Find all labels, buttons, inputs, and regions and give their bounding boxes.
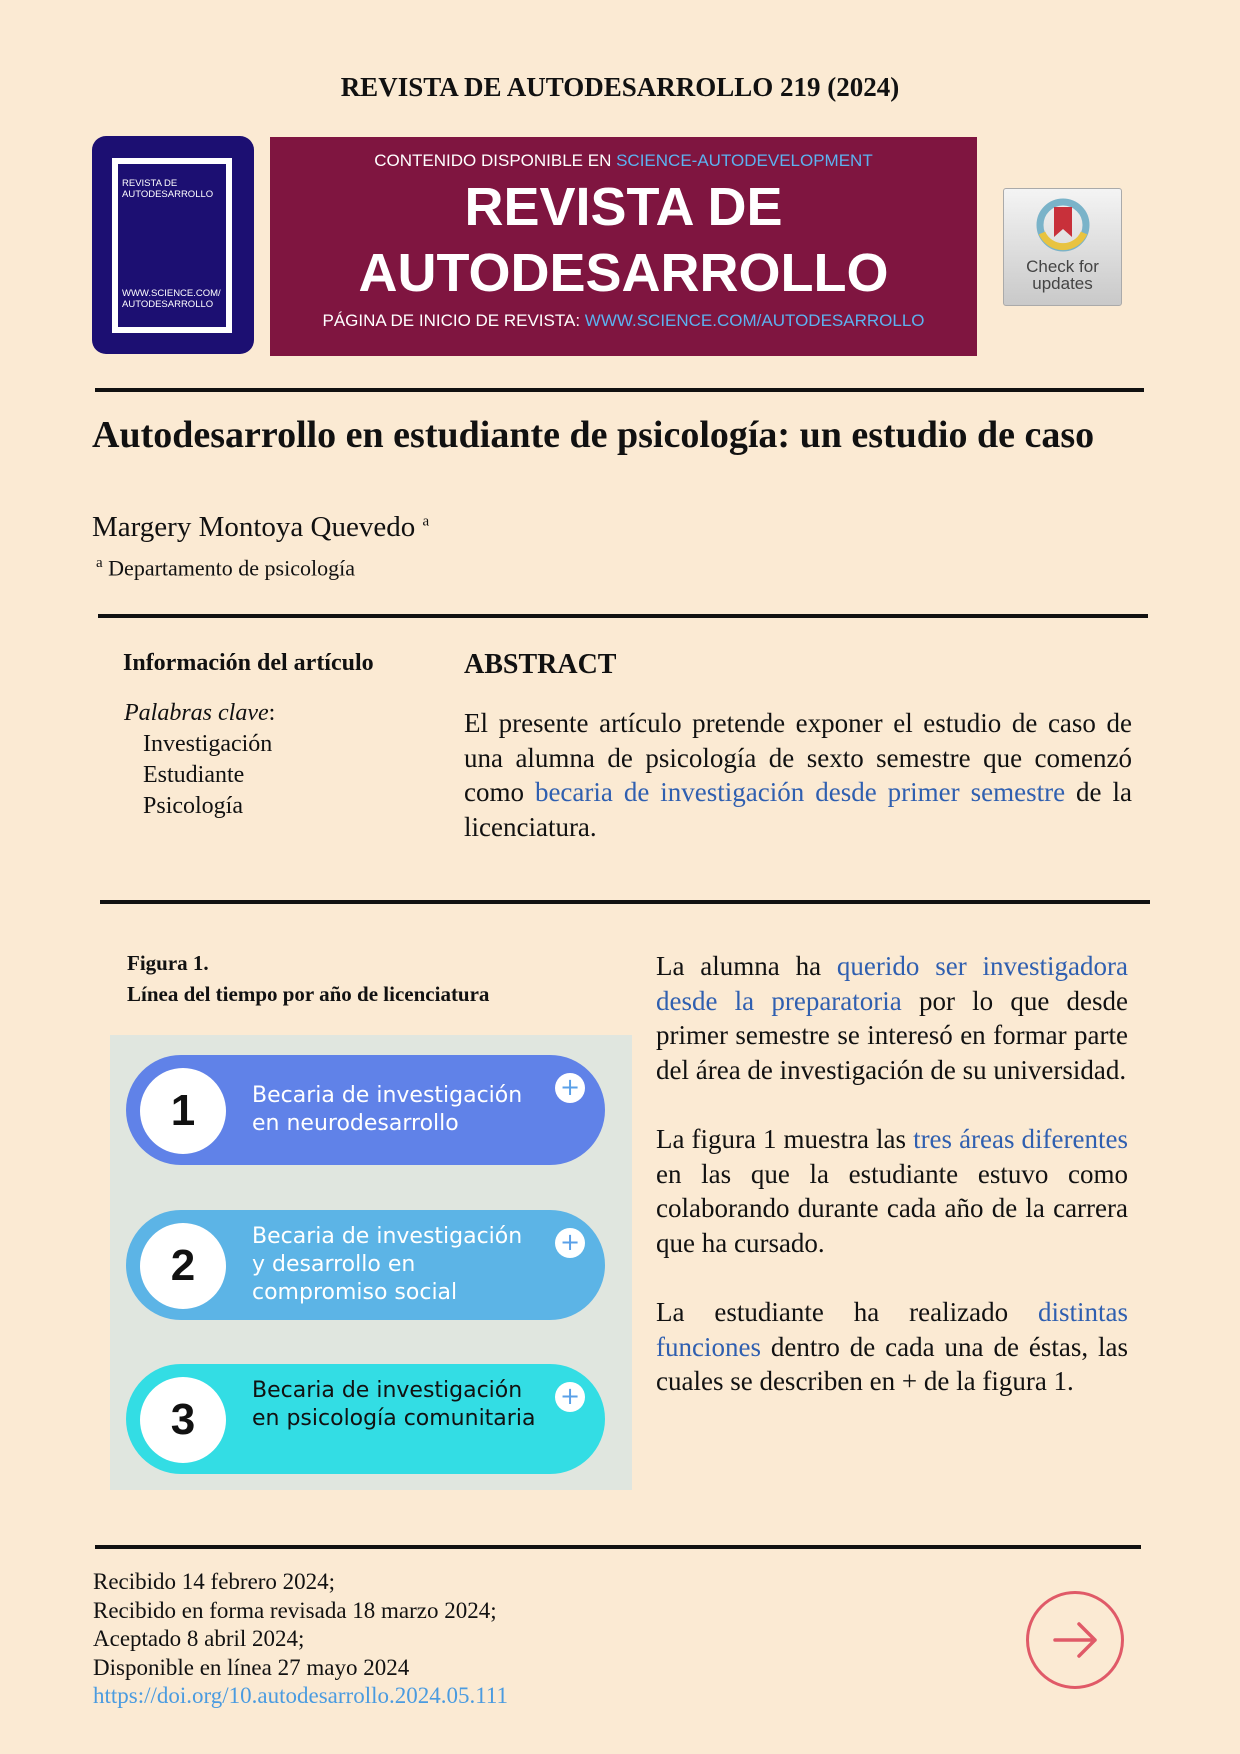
step-text: Becaria de investigación en neurodesarrollo	[252, 1083, 523, 1136]
step-text: Becaria de investigación y desarrollo en compromiso social	[252, 1224, 523, 1305]
highlight: distintas funciones	[656, 1296, 1128, 1362]
accepted-date: Aceptado 8 abril 2024;	[93, 1626, 305, 1652]
keyword: Psicología	[143, 793, 243, 819]
figure-caption	[127, 948, 489, 1010]
article-history	[93, 1568, 508, 1711]
plus-icon[interactable]: +	[555, 1382, 585, 1412]
step-text: Becaria de investigación en psicología comunitaria	[252, 1378, 536, 1431]
author	[92, 511, 429, 544]
next-page-button[interactable]	[1026, 1591, 1124, 1689]
doi-link[interactable]: https://doi.org/10.autodesarrollo.2024.05.111	[93, 1683, 509, 1709]
keywords-label: Palabras clave	[124, 700, 269, 726]
highlight: querido ser investigadora desde la preparatoria	[656, 951, 1128, 1016]
home-prefix: PÁGINA DE INICIO DE REVISTA:	[322, 311, 585, 330]
figure-label: Figura 1.	[127, 951, 209, 975]
timeline-figure	[110, 1035, 632, 1490]
cover-url: WWW.SCIENCE.COM/ AUTODESARROLLO	[122, 288, 221, 310]
revised-date: Recibido en forma revisada 18 marzo 2024;	[93, 1597, 497, 1623]
badge-line-1: Check for	[1026, 257, 1099, 276]
article-title: Autodesarrollo en estudiante de psicología: un estudio de caso	[92, 414, 1095, 456]
received-date: Recibido 14 febrero 2024;	[93, 1569, 336, 1594]
divider	[95, 1545, 1141, 1549]
check-for-updates-badge[interactable]	[1003, 188, 1122, 306]
arrow-right-icon	[1029, 1594, 1121, 1686]
step-number: 3	[140, 1377, 226, 1463]
abstract-heading: ABSTRACT	[464, 649, 617, 680]
affiliation	[96, 555, 355, 581]
text: La estudiante ha realizado	[656, 1296, 1038, 1327]
author-sup: a	[422, 513, 430, 530]
available-prefix: CONTENIDO DISPONIBLE EN	[374, 151, 617, 170]
affiliation-text: Departamento de psicología	[108, 555, 355, 581]
abstract-part: El presente artículo pretende exponer el estudio de caso de una alumna de psicología de sexto semestre que comenzó como	[464, 708, 1132, 808]
step-number: 2	[140, 1223, 226, 1309]
abstract-highlight: becaria de investigación desde primer semestre	[534, 777, 1066, 808]
timeline-item-2	[126, 1210, 605, 1320]
text: en las que la estudiante estuvo como colaborando durante cada año de la carrera que ha cursado.	[656, 1158, 1128, 1258]
highlight: tres áreas diferentes	[913, 1123, 1128, 1154]
timeline-item-1	[126, 1055, 605, 1165]
body-text	[656, 949, 1128, 1433]
keywords: Palabras clave: Investigación Estudiante Psicología	[124, 698, 275, 822]
affiliation-sup: a	[96, 555, 103, 571]
divider	[98, 614, 1148, 618]
plus-icon[interactable]: +	[555, 1228, 585, 1258]
divider	[100, 900, 1150, 904]
figure-title: Línea del tiempo por año de licenciatura	[127, 982, 490, 1006]
journal-issue-line: REVISTA DE AUTODESARROLLO 219 (2024)	[340, 72, 900, 102]
abstract-part: de la licenciatura.	[464, 777, 1132, 842]
banner-title-1: REVISTA DE	[464, 177, 783, 237]
journal-cover-image	[92, 136, 254, 354]
article-info-heading: Información del artículo	[123, 650, 374, 676]
bookmark-ring-icon	[1033, 195, 1093, 255]
cover-title: REVISTA DE AUTODESARROLLO	[122, 178, 214, 200]
badge-line-2: updates	[1032, 274, 1093, 293]
step-number: 1	[140, 1068, 226, 1154]
paragraph	[656, 949, 1128, 1087]
journal-banner	[270, 137, 977, 356]
timeline-item-3	[126, 1364, 605, 1474]
keyword: Investigación	[143, 731, 273, 757]
paragraph	[656, 1122, 1128, 1260]
author-name: Margery Montoya Quevedo	[92, 511, 416, 543]
text: La figura 1 muestra las	[656, 1123, 914, 1154]
text: dentro de cada una de éstas, las cuales se describen en + de la figura 1.	[656, 1331, 1128, 1397]
plus-icon[interactable]: +	[555, 1073, 585, 1103]
text: La alumna ha	[656, 951, 837, 981]
banner-title-2: AUTODESARROLLO	[358, 243, 889, 303]
paragraph	[656, 1295, 1128, 1399]
text: por lo que desde primer semestre se interesó en formar parte del área de investigación de su universidad.	[656, 985, 1128, 1085]
online-date: Disponible en línea 27 mayo 2024	[93, 1654, 410, 1680]
divider	[95, 388, 1144, 392]
home-link[interactable]: WWW.SCIENCE.COM/AUTODESARROLLO	[584, 311, 925, 330]
keyword: Estudiante	[143, 762, 245, 788]
available-link[interactable]: SCIENCE-AUTODEVELOPMENT	[616, 151, 873, 170]
abstract-text	[464, 706, 1132, 844]
